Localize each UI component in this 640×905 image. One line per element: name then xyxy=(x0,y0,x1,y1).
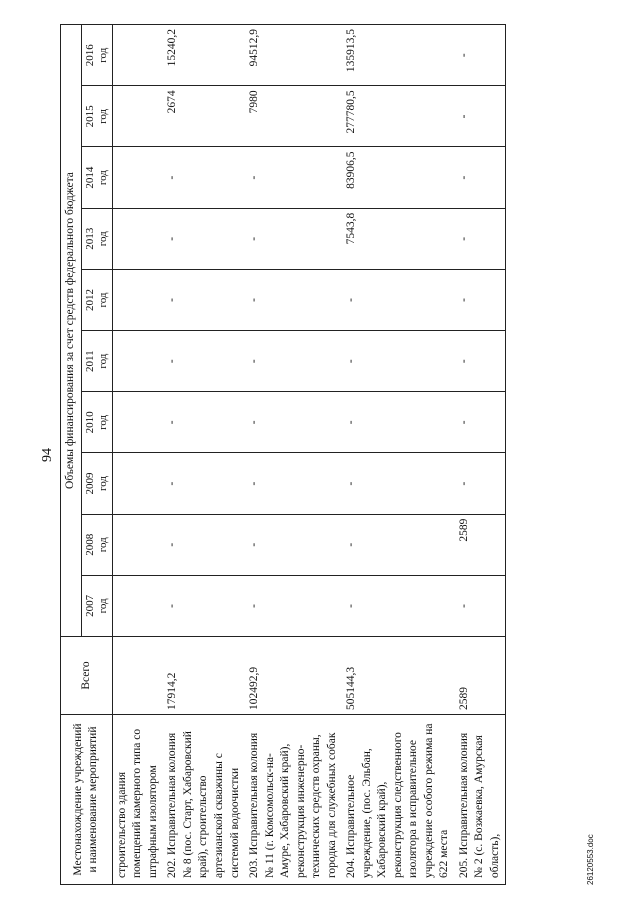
row-value-2016: - xyxy=(455,25,506,86)
row-value-2013: 7543,8 xyxy=(342,208,455,269)
table-body xyxy=(112,25,505,885)
row-value-2016: 135913,5 xyxy=(342,25,455,86)
row-value-2014: - xyxy=(163,147,245,208)
row-value-2016 xyxy=(112,25,163,86)
year-word: год xyxy=(96,47,109,63)
row-value-2011: - xyxy=(455,331,506,392)
row-value-2014: - xyxy=(455,147,506,208)
table-row xyxy=(245,25,342,885)
header-location: Местонахождение учреждений и наименование мероприятий xyxy=(61,715,113,885)
header-year-2015 xyxy=(81,86,112,147)
row-value-2007 xyxy=(112,575,163,636)
year-word: год xyxy=(96,598,109,614)
row-value-2015: - xyxy=(455,86,506,147)
year-word: год xyxy=(96,292,109,308)
year-number: 2014 xyxy=(83,166,96,189)
row-value-2016: 15240,2 xyxy=(163,25,245,86)
year-word: год xyxy=(96,537,109,553)
funding-table xyxy=(60,24,506,885)
row-value-2014: 83906,5 xyxy=(342,147,455,208)
row-value-2008: - xyxy=(245,514,342,575)
row-value-2012 xyxy=(112,269,163,330)
page-number: 94 xyxy=(40,448,55,462)
row-value-2010: - xyxy=(342,392,455,453)
row-value-2011: - xyxy=(245,331,342,392)
header-year-2011 xyxy=(81,331,112,392)
year-number: 2009 xyxy=(83,472,96,495)
table-row xyxy=(342,25,455,885)
row-value-2010: - xyxy=(245,392,342,453)
row-total xyxy=(112,637,163,715)
year-word: год xyxy=(96,414,109,430)
row-name: строительство здания помещений камерного типа со штрафным изолятором xyxy=(112,715,163,885)
row-value-2007: - xyxy=(342,575,455,636)
row-value-2008: 2589 xyxy=(455,514,506,575)
row-value-2015: 277780,5 xyxy=(342,86,455,147)
row-value-2013: - xyxy=(455,208,506,269)
year-number: 2010 xyxy=(83,411,96,434)
row-value-2007: - xyxy=(163,575,245,636)
row-value-2007: - xyxy=(455,575,506,636)
row-value-2014: - xyxy=(245,147,342,208)
year-number: 2015 xyxy=(83,105,96,128)
year-number: 2007 xyxy=(83,594,96,617)
table-row xyxy=(455,25,506,885)
row-value-2013: - xyxy=(245,208,342,269)
row-value-2012: - xyxy=(163,269,245,330)
header-year-2016 xyxy=(81,25,112,86)
row-value-2009: - xyxy=(163,453,245,514)
row-total: 505144,3 xyxy=(342,637,455,715)
row-value-2012: - xyxy=(245,269,342,330)
doc-id: 26120553.doc xyxy=(586,834,595,885)
year-number: 2012 xyxy=(83,288,96,311)
row-total: 2589 xyxy=(455,637,506,715)
year-word: год xyxy=(96,231,109,247)
row-value-2007: - xyxy=(245,575,342,636)
row-value-2009 xyxy=(112,453,163,514)
row-value-2013 xyxy=(112,208,163,269)
year-number: 2013 xyxy=(83,227,96,250)
row-total: 17914,2 xyxy=(163,637,245,715)
header-year-2007 xyxy=(81,575,112,636)
row-value-2008: - xyxy=(342,514,455,575)
row-value-2009: - xyxy=(342,453,455,514)
header-year-2012 xyxy=(81,269,112,330)
header-year-2010 xyxy=(81,392,112,453)
row-value-2010: - xyxy=(163,392,245,453)
header-year-2009 xyxy=(81,453,112,514)
row-value-2013: - xyxy=(163,208,245,269)
row-value-2015: 2674 xyxy=(163,86,245,147)
year-word: год xyxy=(96,353,109,369)
row-value-2008 xyxy=(112,514,163,575)
row-value-2009: - xyxy=(455,453,506,514)
row-value-2011: - xyxy=(163,331,245,392)
header-year-2014 xyxy=(81,147,112,208)
year-word: год xyxy=(96,108,109,124)
year-word: год xyxy=(96,170,109,186)
header-total: Всего xyxy=(61,637,113,715)
row-name: 202. Исправительная колония № 8 (пос. Старт, Хабаровский край), строительство артезианской скважины с системой водоочистки xyxy=(163,715,245,885)
table-row xyxy=(112,25,163,885)
row-name: 204. Исправительное учреждение, (пос. Эльбан, Хабаровский край), реконструкция следственного изолятора в исправительное учреждение особого режима на 622 места xyxy=(342,715,455,885)
row-name: 203. Исправительная колония № 11 (г. Комсомольск-на-Амуре, Хабаровский край), реконструкция инженерно-технических средств охраны, городка для служебных собак xyxy=(245,715,342,885)
row-value-2010: - xyxy=(455,392,506,453)
row-name: 205. Исправительная колония № 2 (с. Возжаевка, Амурская область), xyxy=(455,715,506,885)
row-value-2012: - xyxy=(455,269,506,330)
header-year-2013 xyxy=(81,208,112,269)
row-value-2015: 7980 xyxy=(245,86,342,147)
row-value-2011 xyxy=(112,331,163,392)
row-value-2011: - xyxy=(342,331,455,392)
header-year-2008 xyxy=(81,514,112,575)
year-word: год xyxy=(96,476,109,492)
row-total: 102492,9 xyxy=(245,637,342,715)
year-number: 2008 xyxy=(83,533,96,556)
year-number: 2016 xyxy=(83,44,96,67)
row-value-2008: - xyxy=(163,514,245,575)
row-value-2014 xyxy=(112,147,163,208)
row-value-2010 xyxy=(112,392,163,453)
year-number: 2011 xyxy=(83,350,96,372)
row-value-2012: - xyxy=(342,269,455,330)
header-funding-group: Объемы финансирования за счет средств федерального бюджета xyxy=(61,25,82,637)
table-row xyxy=(163,25,245,885)
rotated-page xyxy=(40,25,600,885)
row-value-2016: 94512,9 xyxy=(245,25,342,86)
row-value-2015 xyxy=(112,86,163,147)
row-value-2009: - xyxy=(245,453,342,514)
